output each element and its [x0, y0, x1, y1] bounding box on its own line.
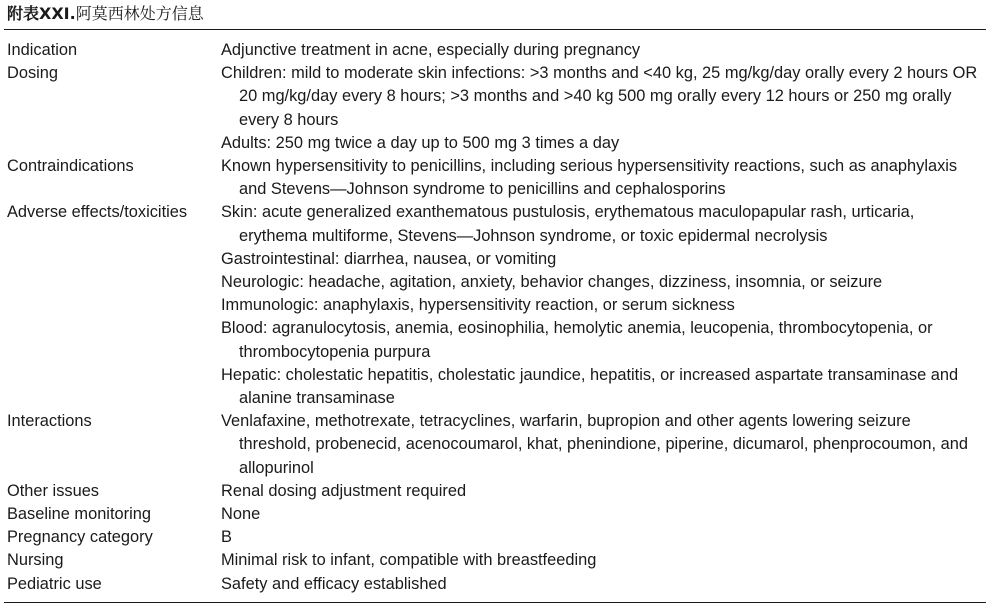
table-top-rule	[4, 29, 986, 30]
table-row	[4, 62, 986, 155]
row-label: Other issues	[7, 481, 100, 500]
table-row	[4, 201, 986, 410]
info-table-body	[4, 39, 986, 596]
row-value	[221, 201, 986, 410]
row-value-line: Hepatic: cholestatic hepatitis, cholestatic jaundice, hepatitis, or increased aspartate transaminase and alanine transaminase	[221, 365, 959, 408]
row-value	[221, 62, 986, 155]
row-value	[221, 503, 986, 526]
row-label: Interactions	[7, 412, 92, 431]
row-value-line: Adults: 250 mg twice a day up to 500 mg 3 times a day	[221, 133, 620, 152]
row-value-line: B	[221, 528, 232, 547]
row-label: Contraindications	[7, 157, 134, 176]
row-label: Dosing	[7, 64, 59, 83]
table-caption-text: 阿莫西林处方信息	[75, 4, 204, 23]
row-value	[221, 410, 986, 480]
table-caption-label: 附表XXI.	[7, 4, 76, 23]
table-row	[4, 410, 986, 480]
info-table	[4, 39, 986, 596]
table-row	[4, 480, 986, 503]
row-value	[221, 573, 986, 596]
table-row	[4, 526, 986, 549]
row-value-line: Skin: acute generalized exanthematous pustulosis, erythematous maculopapular rash, urticaria, erythema multiforme, Stevens—Johnson syndrome, or toxic epidermal necrolysis	[221, 203, 915, 245]
row-value-line: Renal dosing adjustment required	[221, 481, 467, 500]
row-value-line: Known hypersensitivity to penicillins, including serious hypersensitivity reactions, such as anaphylaxis and Stevens—Johnson syndrome to penicillins and cephalosporins	[221, 157, 958, 199]
row-label: Baseline monitoring	[7, 505, 151, 524]
row-value	[221, 480, 986, 503]
row-value-line: Safety and efficacy established	[221, 574, 447, 593]
table-row	[4, 155, 986, 201]
row-value-line: Minimal risk to infant, compatible with breastfeeding	[221, 551, 597, 570]
row-value-line: Neurologic: headache, agitation, anxiety, behavior changes, dizziness, insomnia, or seizure	[221, 273, 883, 292]
row-value	[221, 549, 986, 572]
row-value-line: Immunologic: anaphylaxis, hypersensitivity reaction, or serum sickness	[221, 296, 735, 315]
row-label: Indication	[7, 41, 78, 59]
row-label: Pediatric use	[7, 574, 102, 593]
row-value	[221, 155, 986, 201]
table-caption	[4, 0, 986, 28]
row-value-line: Venlafaxine, methotrexate, tetracyclines, warfarin, bupropion and other agents lowering seizure threshold, probenecid, acenocoumarol, khat, phenindione, piperine, dicumarol, phenprocoumon, and allopurinol	[221, 412, 968, 477]
prescribing-info-table	[4, 0, 986, 603]
table-row	[4, 573, 986, 596]
row-label: Adverse effects/toxicities	[7, 203, 188, 222]
table-row	[4, 39, 986, 62]
row-value	[221, 526, 986, 549]
row-label: Pregnancy category	[7, 528, 153, 547]
table-row	[4, 549, 986, 572]
row-value-line: Children: mild to moderate skin infections: >3 months and <40 kg, 25 mg/kg/day orally every 2 hours OR 20 mg/kg/day every 8 hours; >3 months and >40 kg 500 mg orally every 12 hours or 250 mg orally every 8 hours	[221, 64, 978, 129]
table-row	[4, 503, 986, 526]
row-value-line: None	[221, 505, 261, 524]
row-value	[221, 39, 986, 62]
row-value-line: Gastrointestinal: diarrhea, nausea, or vomiting	[221, 249, 557, 268]
row-label: Nursing	[7, 551, 64, 570]
row-value-line: Adjunctive treatment in acne, especially during pregnancy	[221, 41, 641, 59]
row-value-line: Blood: agranulocytosis, anemia, eosinophilia, hemolytic anemia, leucopenia, thrombocytopenia, or thrombocytopenia purpura	[221, 319, 933, 361]
